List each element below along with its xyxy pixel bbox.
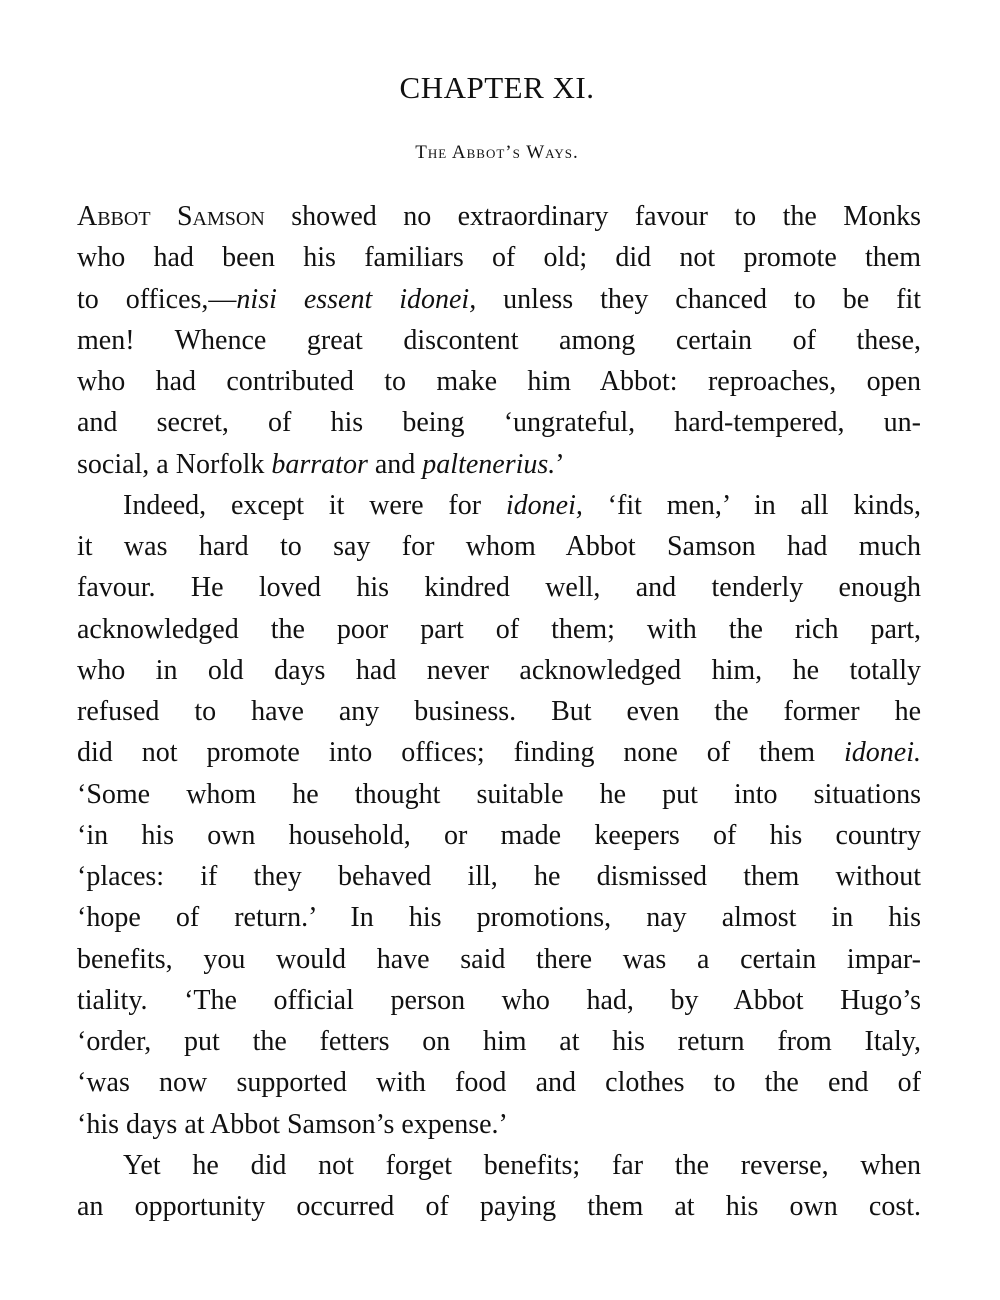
- text-line: [77, 279, 921, 320]
- text-line: [77, 1104, 921, 1145]
- text-line: [77, 609, 921, 650]
- italic-text: barrator: [271, 448, 368, 480]
- text-line: [77, 980, 921, 1021]
- text-line: [77, 526, 921, 567]
- text-segment: social, a Norfolk: [77, 448, 272, 480]
- text-segment: acknowledged the poor part of them; with the rich part,: [77, 613, 921, 645]
- text-segment: it was hard to say for whom Abbot Samson had much: [77, 531, 921, 562]
- chapter-subtitle: The Abbot’s Ways.: [415, 142, 579, 163]
- italic-text: paltenerius.: [422, 448, 556, 480]
- text-segment: ‘in his own household, or made keepers of his country: [77, 819, 921, 851]
- text-segment: ‘his days at Abbot Samson’s expense.’: [77, 1108, 508, 1140]
- text-segment: unless they chanced to be fit: [476, 283, 921, 315]
- text-line: [77, 1186, 921, 1227]
- text-segment: ‘Some whom he thought suitable he put into situations: [77, 778, 921, 810]
- text-line: [77, 1062, 921, 1103]
- text-segment: who had contributed to make him Abbot: reproaches, open: [77, 366, 921, 397]
- text-line: [77, 320, 921, 361]
- text-line: [77, 361, 921, 402]
- text-segment: who in old days had never acknowledged him, he totally: [77, 654, 921, 686]
- text-line: [77, 1145, 921, 1186]
- text-segment: men! Whence great discontent among certain of these,: [77, 324, 921, 356]
- text-line: [77, 939, 921, 980]
- text-segment: and: [367, 448, 423, 480]
- text-line: [77, 650, 921, 691]
- text-segment: benefits, you would have said there was a certain impar-: [77, 943, 921, 975]
- text-segment: Yet he did not forget benefits; far the reverse, when: [123, 1149, 921, 1181]
- text-segment: refused to have any business. But even the former he: [77, 696, 921, 727]
- text-segment: showed no extraordinary favour to the Monks: [264, 201, 921, 232]
- text-segment: favour. He loved his kindred well, and tenderly enough: [77, 572, 921, 604]
- text-line: [77, 444, 921, 485]
- text-segment: did not promote into offices; finding none of them: [77, 737, 844, 769]
- body-text: [77, 196, 921, 1227]
- text-line: [77, 897, 921, 938]
- text-line: [77, 567, 921, 608]
- text-line: [77, 1021, 921, 1062]
- text-line: [77, 402, 921, 443]
- text-segment: ‘was now supported with food and clothes to the end of: [77, 1067, 921, 1099]
- text-segment: ‘hope of return.’ In his promotions, nay almost in his: [77, 902, 921, 934]
- italic-text: idonei,: [505, 489, 583, 521]
- text-segment: ‘order, put the fetters on him at his return from Italy,: [77, 1026, 921, 1057]
- text-segment: tiality. ‘The official person who had, by Abbot Hugo’s: [77, 984, 921, 1016]
- text-line: [77, 196, 921, 237]
- text-segment: and secret, of his being ‘ungrateful, hard-tempered, un-: [77, 407, 921, 439]
- text-line: [77, 774, 921, 815]
- text-line: [77, 485, 921, 526]
- chapter-title: CHAPTER XI.: [399, 70, 595, 105]
- text-segment: an opportunity occurred of paying them at his own cost.: [77, 1191, 921, 1222]
- italic-text: idonei.: [844, 737, 921, 769]
- italic-text: nisi essent idonei,: [236, 283, 477, 315]
- text-segment: to offices,—: [77, 283, 237, 315]
- text-segment: ‘fit men,’ in all kinds,: [582, 489, 921, 521]
- text-segment: Abbot Samson: [77, 201, 265, 232]
- text-line: [77, 856, 921, 897]
- text-line: [77, 732, 921, 773]
- text-segment: ’: [555, 448, 565, 480]
- text-segment: ‘places: if they behaved ill, he dismissed them without: [77, 861, 921, 892]
- text-line: [77, 237, 921, 278]
- text-segment: Indeed, except it were for: [123, 489, 506, 521]
- text-line: [77, 691, 921, 732]
- text-segment: who had been his familiars of old; did not promote them: [77, 242, 921, 274]
- text-line: [77, 815, 921, 856]
